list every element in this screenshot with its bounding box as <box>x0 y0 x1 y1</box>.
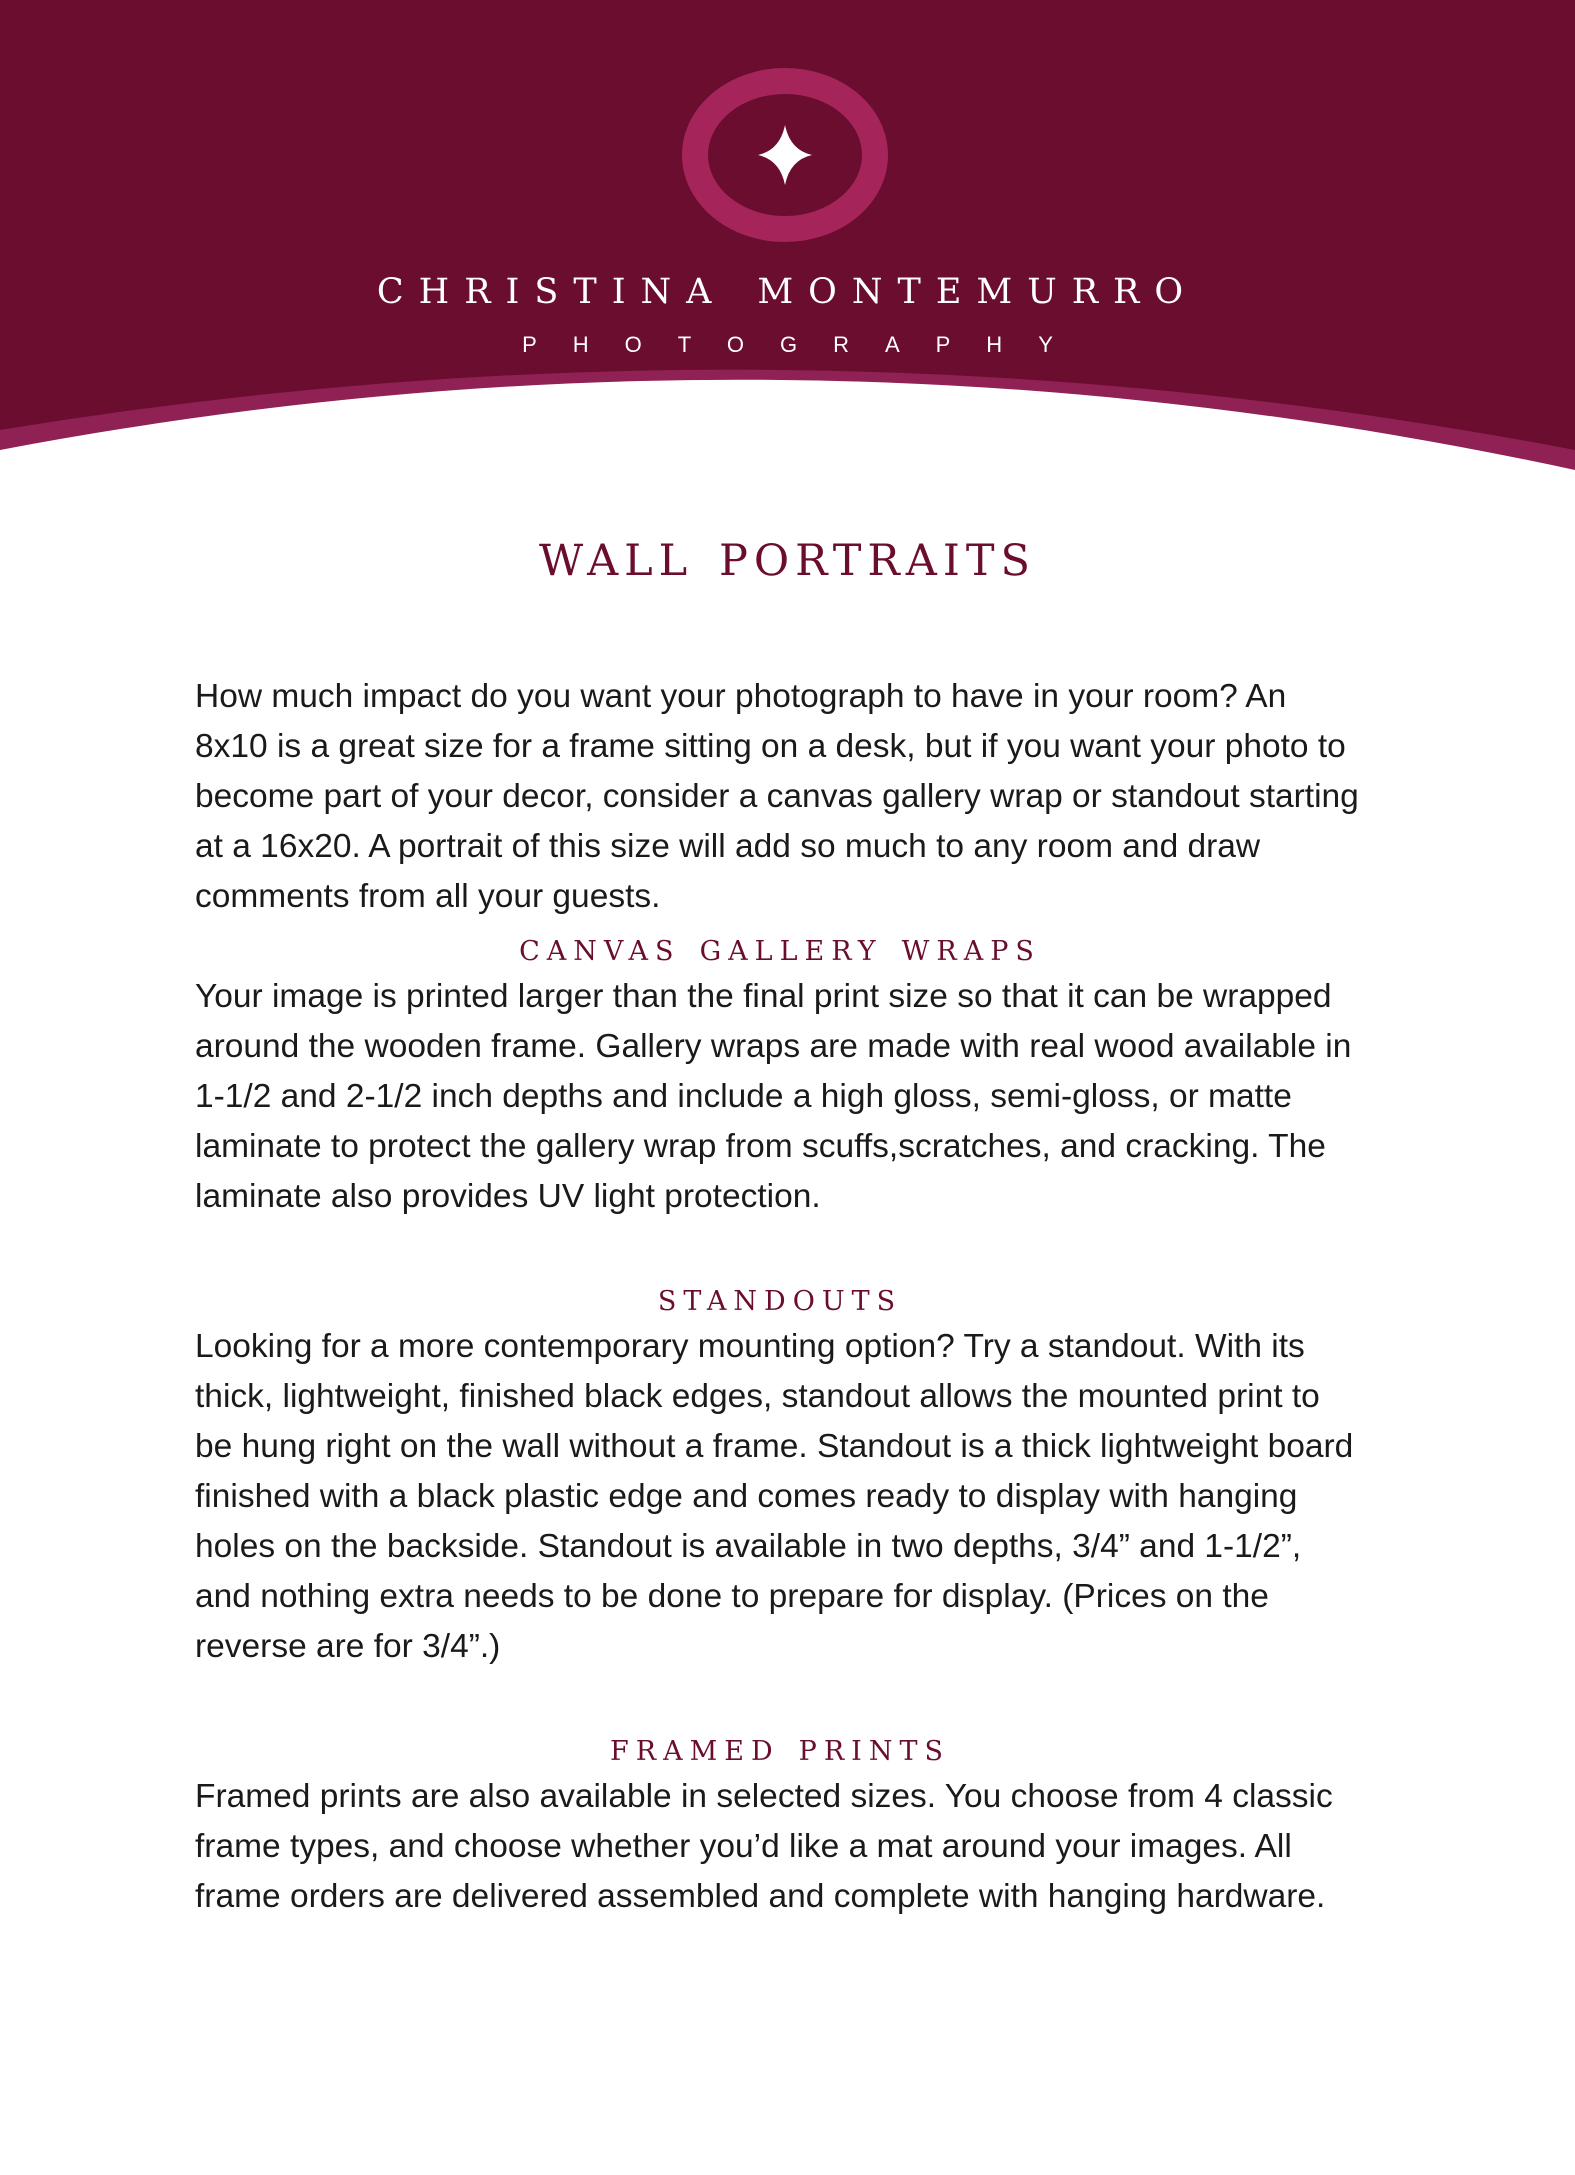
section-heading: framed prints <box>610 1725 950 1769</box>
page-title: wall portraits <box>539 517 1036 590</box>
content <box>195 672 1365 1922</box>
section-body: Framed prints are also available in selected sizes. You choose from 4 classic frame types, and choose whether you’d like a mat around your images. All frame orders are delivered assembled and complete with hanging hardware. <box>195 1778 1333 1915</box>
brand-name: christina montemurro <box>376 257 1199 315</box>
section-standouts <box>195 1272 1365 1672</box>
header-banner <box>0 0 1575 500</box>
intro-paragraph: How much impact do you want your photograph to have in your room? An 8x10 is a great size for a frame sitting on a desk, but if you want your photo to become part of your decor, consider a canvas gallery wrap or standout starting at a 16x20. A portrait of this size will add so much to any room and draw comments from all your guests. <box>195 678 1359 915</box>
section-body: Your image is printed larger than the final print size so that it can be wrapped around the wooden frame. Gallery wraps are made with real wood available in 1-1/2 and 2-1/2 inch depths and include a high gloss, semi-gloss, or matte laminate to protect the gallery wrap from scuffs,scratches, and cracking. The laminate also provides UV light protection. <box>195 978 1352 1215</box>
section-heading: standouts <box>657 1275 903 1319</box>
section-heading: canvas gallery wraps <box>519 925 1041 969</box>
brand-tagline: PHOTOGRAPHY <box>522 332 1089 357</box>
section-canvas-gallery-wraps <box>195 922 1365 1222</box>
section-framed-prints <box>195 1722 1365 1922</box>
section-body: Looking for a more contemporary mounting option? Try a standout. With its thick, lightweight, finished black edges, standout allows the mounted print to be hung right on the wall without a frame. Standout is a thick lightweight board finished with a black plastic edge and comes ready to display with hanging holes on the backside. Standout is available in two depths, 3/4” and 1-1/2”, and nothing extra needs to be done to prepare for display. (Prices on the reverse are for 3/4”.) <box>195 1328 1354 1665</box>
